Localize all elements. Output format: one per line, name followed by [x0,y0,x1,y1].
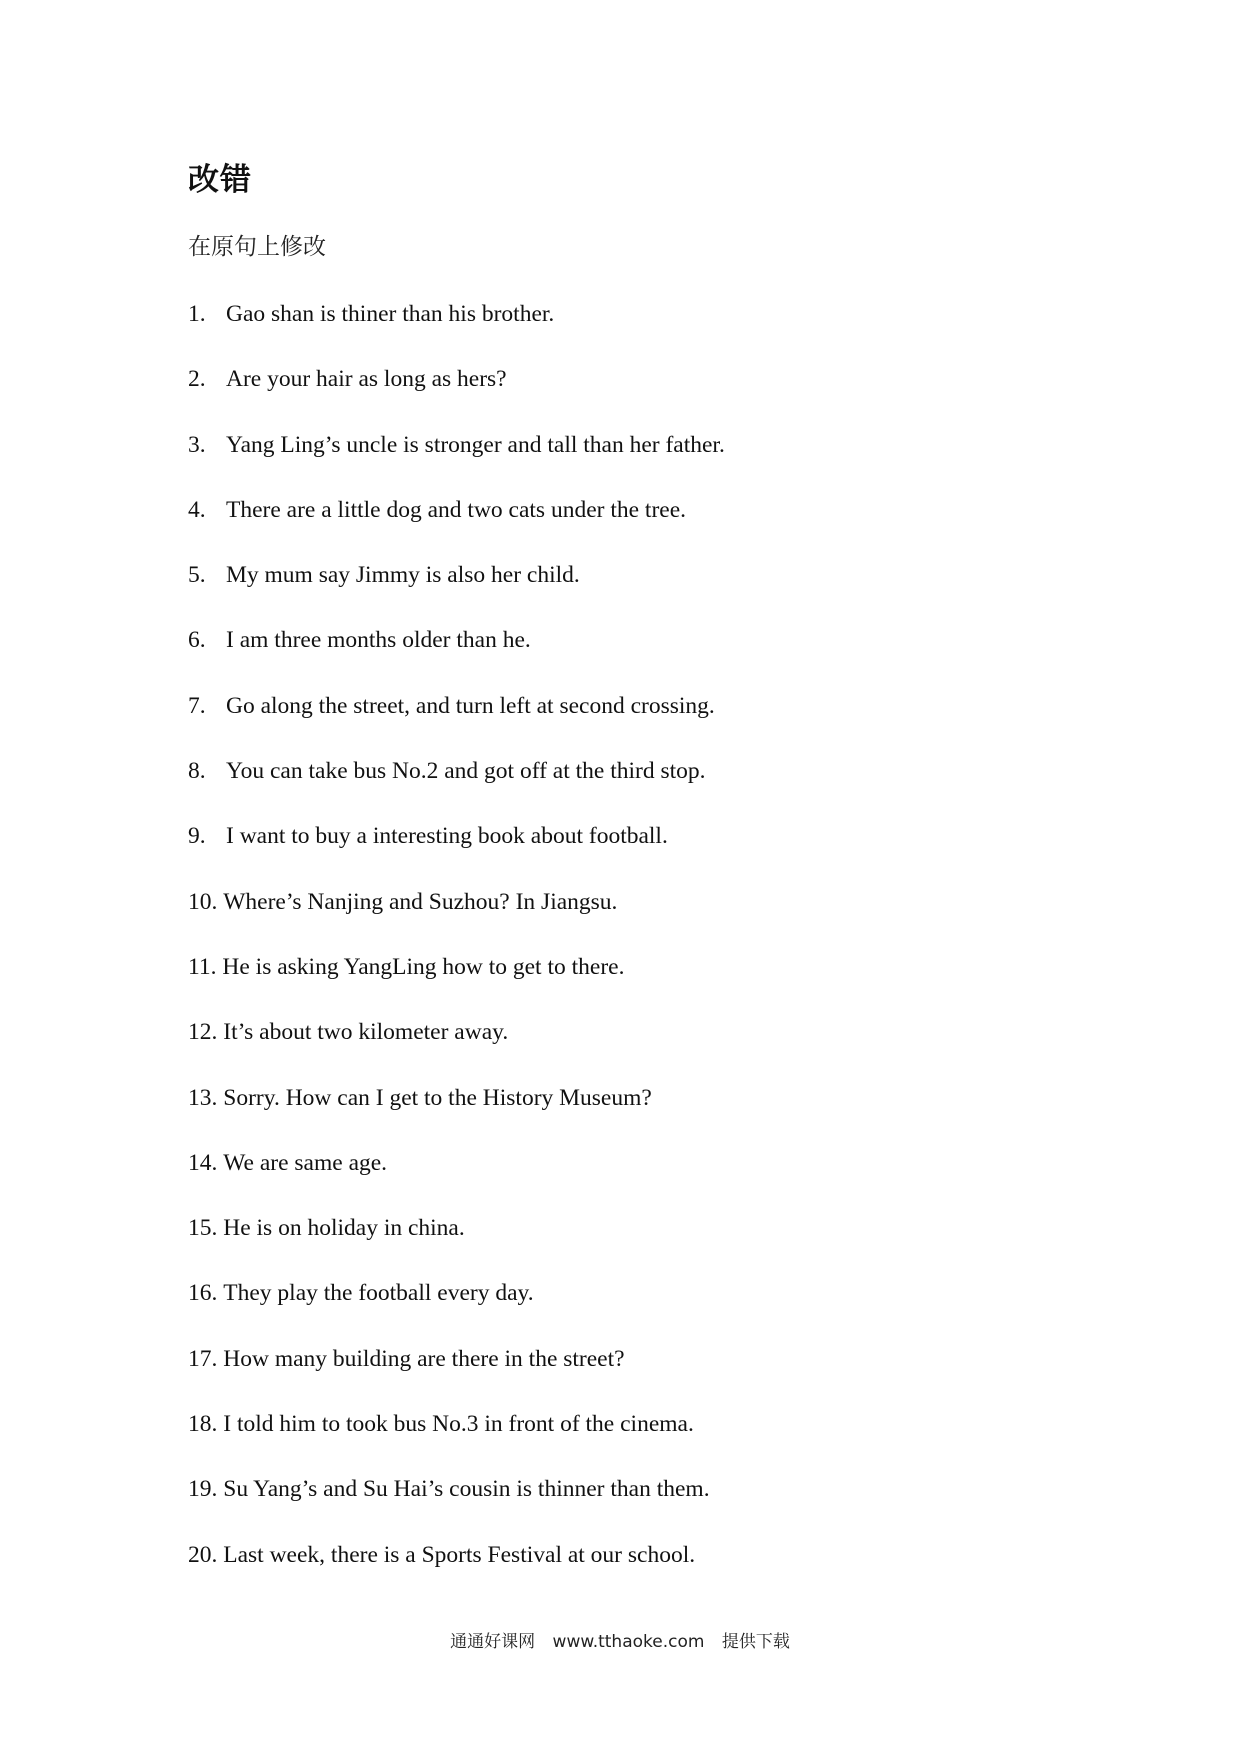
item-text: How many building are there in the street? [223,1345,625,1372]
item-text: My mum say Jimmy is also her child. [226,562,580,589]
item-number: 6. [188,627,206,654]
item-number: 4. [188,496,206,523]
item-number: 17. [188,1345,218,1372]
item-number: 11. [188,953,217,980]
exercise-item [188,820,725,885]
exercise-item [188,886,725,951]
item-text: There are a little dog and two cats under the tree. [226,496,687,523]
exercise-item [188,951,725,1016]
item-number: 16. [188,1280,218,1307]
item-number: 7. [188,692,206,719]
item-number: 8. [188,758,206,785]
item-number: 3. [188,431,206,458]
item-number: 10. [188,888,218,915]
exercise-item [188,1408,725,1473]
item-number: 5. [188,562,206,589]
item-text: Are your hair as long as hers? [226,366,507,393]
exercise-item [188,559,725,624]
exercise-item [188,363,725,428]
item-number: 2. [188,366,206,393]
exercise-item [188,1277,725,1342]
item-text: It’s about two kilometer away. [223,1019,509,1046]
item-number: 19. [188,1476,218,1503]
exercise-item [188,1212,725,1277]
item-number: 13. [188,1084,218,1111]
item-text: Last week, there is a Sports Festival at our school. [223,1541,696,1568]
exercise-item [188,755,725,820]
footer-suffix: 提供下载 [721,1632,790,1652]
item-text: Go along the street, and turn left at second crossing. [226,692,715,719]
exercise-item [188,1539,725,1604]
exercise-item [188,1147,725,1212]
footer-site-name: 通通好课网 [450,1632,536,1652]
item-number: 18. [188,1411,218,1438]
instruction-text: 在原句上修改 [188,234,326,260]
page-title: 改错 [188,162,252,198]
exercise-item [188,1016,725,1081]
item-number: 14. [188,1149,218,1176]
item-text: Sorry. How can I get to the History Museum? [223,1084,652,1111]
exercise-item [188,1473,725,1538]
item-text: He is on holiday in china. [223,1215,465,1242]
item-text: He is asking YangLing how to get to there. [222,953,625,980]
exercise-item [188,1082,725,1147]
item-text: You can take bus No.2 and got off at the third stop. [226,758,706,785]
item-text: I am three months older than he. [226,627,531,654]
item-number: 1. [188,301,206,327]
item-number: 20. [188,1541,218,1568]
item-number: 15. [188,1215,218,1242]
exercise-item [188,298,725,363]
exercise-item [188,1343,725,1408]
item-number: 9. [188,823,206,850]
item-text: I want to buy a interesting book about football. [226,823,668,850]
item-text: Su Yang’s and Su Hai’s cousin is thinner than them. [223,1476,710,1503]
exercise-list [188,298,725,1604]
footer-url: www.tthaoke.com [552,1632,705,1652]
item-text: We are same age. [223,1149,388,1176]
exercise-item [188,494,725,559]
item-text: Where’s Nanjing and Suzhou? In Jiangsu. [223,888,618,915]
page-footer [0,1630,1240,1654]
item-number: 12. [188,1019,218,1046]
item-text: They play the football every day. [223,1280,534,1307]
item-text: Gao shan is thiner than his brother. [226,301,555,327]
exercise-item [188,429,725,494]
item-text: Yang Ling’s uncle is stronger and tall than her father. [226,431,725,458]
exercise-item [188,624,725,689]
item-text: I told him to took bus No.3 in front of the cinema. [223,1411,694,1438]
exercise-item [188,690,725,755]
